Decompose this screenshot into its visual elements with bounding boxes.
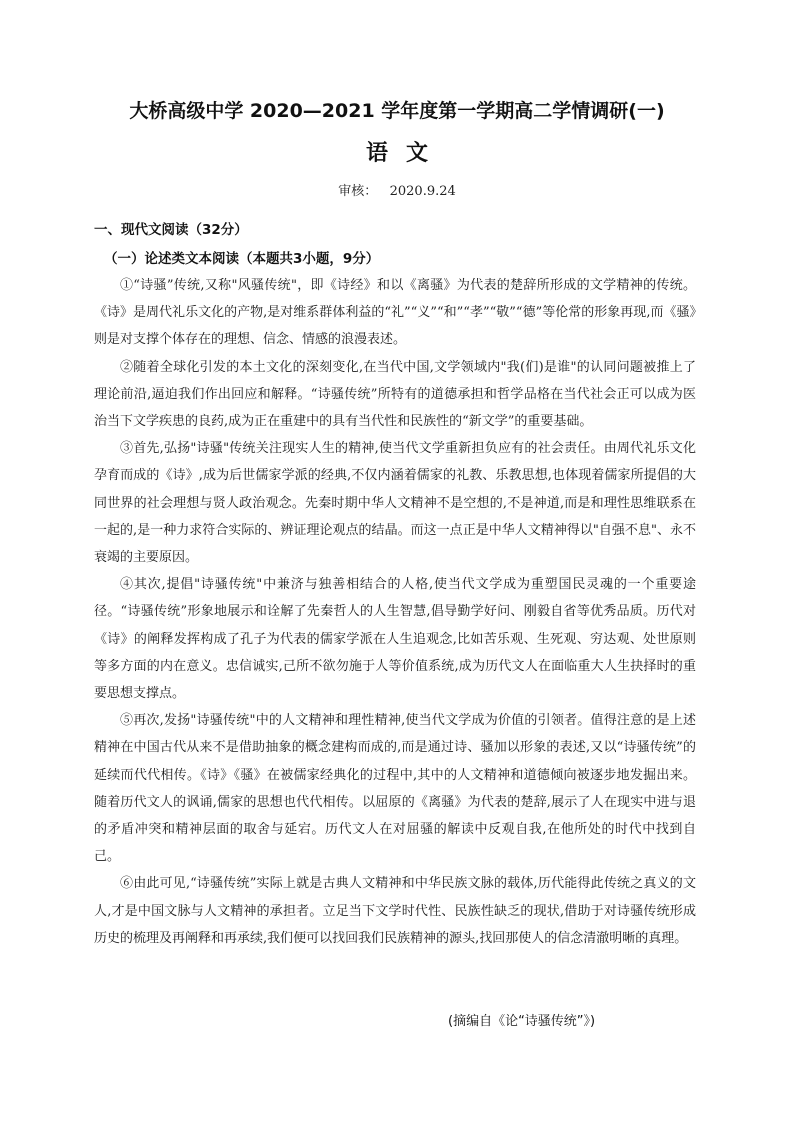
passage-paragraph-1: ①“诗骚”传统,又称"风骚传统"，即《诗经》和以《离骚》为代表的楚辞所形成的文学精神的传统。《诗》是周代礼乐文化的产物,是对维系群体利益的“礼”“义”“和”“孝”“敬”“德”等伦常的形象再现,而《骚》则是对支撑个体存在的理想、信念、情感的浪漫表述。 bbox=[94, 278, 696, 348]
sub-section-heading: （一）论述类文本阅读（本题共3小题，9分） bbox=[104, 251, 380, 267]
reviewer-date-line: 审核： 2020.9.24 bbox=[338, 184, 456, 199]
subject-title: 语文 bbox=[365, 140, 446, 166]
passage-paragraph-5: ⑤再次,发扬"诗骚传统"中的人文精神和理性精神,使当代文学成为价值的引领者。值得注意的是上述精神在中国古代从来不是借助抽象的概念建构而成的,而是通过诗、骚加以形象的表述,又以“诗骚传统”的延续而代代相传。《诗》《骚》在被儒家经典化的过程中,其中的人文精神和道德倾向被逐步地发掘出来。随着历代文人的讽诵,儒家的思想也代代相传。以屈原的《离骚》为代表的楚辞,展示了人在现实中进与退的矛盾冲突和精神层面的取舍与延宕。历代文人在对屈骚的解读中反观自我,在他所处的时代中找到自己。 bbox=[94, 713, 696, 865]
passage-paragraph-3: ③首先,弘扬"诗骚"传统关注现实人生的精神,使当代文学重新担负应有的社会责任。由周代礼乐文化孕育而成的《诗》,成为后世儒家学派的经典,不仅内涵着儒家的礼教、乐教思想,也体现着儒家所提倡的大同世界的社会理想与贤人政治观念。先秦时期中华人文精神不是空想的,不是神道,而是和理性思维联系在一起的,是一种力求符合实际的、辨证理论观点的结晶。而这一点正是中华人文精神得以"自强不息"、永不衰竭的主要原因。 bbox=[94, 441, 696, 566]
exam-title: 大桥高级中学 2020—2021 学年度第一学期高二学情调研(一) bbox=[129, 100, 665, 122]
passage-paragraph-4: ④其次,提倡"诗骚传统"中兼济与独善相结合的人格,使当代文学成为重塑国民灵魂的一个重要途径。“诗骚传统”形象地展示和诠解了先秦哲人的人生智慧,倡导勤学好问、刚毅自省等优秀品质。历代对《诗》的阐释发挥构成了孔子为代表的儒家学派在人生追观念,比如苦乐观、生死观、穷达观、处世原则等多方面的内在意义。忠信诚实,己所不欲勿施于人等价值系统,成为历代文人在面临重大人生抉择时的重要思想支撑点。 bbox=[94, 577, 696, 702]
passage-paragraph-6: ⑥由此可见,“诗骚传统”实际上就是古典人文精神和中华民族文脉的载体,历代能得此传统之真义的文人,才是中国文脉与人文精神的承担者。立足当下文学时代性、民族性缺乏的现状,借助于对诗骚传统形成历史的梳理及再阐释和再承续,我们便可以找回我们民族精神的源头,找回那使人的信念清澈明晰的真理。 bbox=[94, 876, 696, 946]
section-heading: 一、现代文阅读（32分） bbox=[94, 222, 248, 238]
source-citation: (摘编自《论“诗骚传统”》) bbox=[448, 1014, 596, 1029]
reading-passage bbox=[94, 272, 696, 952]
passage-paragraph-2: ②随着全球化引发的本土文化的深刻变化,在当代中国,文学领域内"我(们)是谁"的认同问题被推上了理论前沿,逼迫我们作出回应和解释。“诗骚传统”所特有的道德承担和哲学品格在当代社会正可以成为医治当下文学疾患的良药,成为正在重建中的具有当代性和民族性的“新文学”的重要基础。 bbox=[94, 359, 696, 430]
